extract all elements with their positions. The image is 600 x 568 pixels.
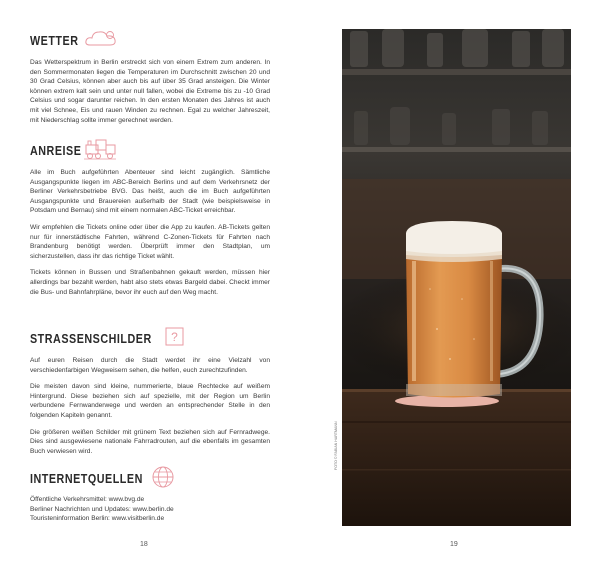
section-body xyxy=(30,495,270,524)
section-heading xyxy=(30,326,270,352)
section-heading xyxy=(30,466,270,492)
page-number-right: 19 xyxy=(450,541,458,548)
paragraph: Das Wetterspektrum in Berlin erstreckt sich von einem Extrem zum anderen. In den Sommermonaten liegen die Temperaturen im Durchschnitt zwischen 20 und 30 Grad Celsius, können aber auch bis auf über 35 Grad ansteigen. Die Winter können extrem kalt sein und unter null fallen, wobei die Extreme bis zu -10 Grad Celsius und sogar darunter reichen. In den ersten Monaten des Jahres ist auch mit viel Schnee, Eis und rauen Winden zu rechnen. Egal zu welcher Jahreszeit, mit Niederschlag sollte immer gerechnet werden. xyxy=(30,59,270,124)
link-visitberlin[interactable]: Touristeninformation Berlin: www.visitberlin.de xyxy=(30,515,165,523)
section-strassenschilder xyxy=(30,326,270,463)
section-heading xyxy=(30,138,270,164)
paragraph: Auf euren Reisen durch die Stadt werdet ihr eine Vielzahl von verschiedenfarbigen Wegweisern sehen, die helfen, euch zurechtzufinden. xyxy=(30,357,270,374)
question-sign-icon xyxy=(164,326,186,353)
train-icon xyxy=(82,136,118,167)
heading-internetquellen: INTERNETQUELLEN xyxy=(30,472,143,486)
paragraph: Tickets können in Bussen und Straßenbahnen gekauft werden, müssen hier allerdings bar bezahlt werden, habt also stets etwas Bargeld dabei. Checkt immer die Bus- und Bahnfahrpläne, bevor ihr euch auf den Weg macht. xyxy=(30,269,270,296)
section-internetquellen xyxy=(30,466,270,524)
paragraph: Die größeren weißen Schilder mit grünem Text beziehen sich auf Fernradwege. Dies sind ausgewiesene nationale Fahrradrouten, auf die ebenfalls im gesamten Buch verwiesen wird. xyxy=(30,428,270,455)
beer-photo xyxy=(342,29,571,526)
globe-icon xyxy=(151,465,175,494)
paragraph: Wir empfehlen die Tickets online oder über die App zu kaufen. AB-Tickets gelten nur für innerstädtische Fahrten, während C-Zonen-Tickets für Fahrten nach Brandenburg benötigt werden. Überprüft immer den Stadtplan, um sicherzustellen, dass ihr das richtige Ticket wählt. xyxy=(30,223,270,260)
section-body xyxy=(30,58,270,125)
heading-anreise: ANREISE xyxy=(30,144,82,158)
photo-credit: FOTO © FABIAN HARTMANN xyxy=(334,421,338,470)
page-number-left: 18 xyxy=(140,541,148,548)
section-body xyxy=(30,168,270,297)
link-berlin[interactable]: Berliner Nachrichten und Updates: www.berlin.de xyxy=(30,505,174,513)
beer-mug-image xyxy=(342,29,571,526)
section-body xyxy=(30,356,270,456)
heading-strassenschilder: STRASSENSCHILDER xyxy=(30,332,152,346)
heading-wetter: WETTER xyxy=(30,34,79,48)
svg-text:?: ? xyxy=(170,329,178,344)
link-bvg[interactable]: Öffentliche Verkehrsmittel: www.bvg.de xyxy=(30,496,145,503)
cloud-icon xyxy=(84,29,118,54)
section-wetter xyxy=(30,28,270,132)
section-heading xyxy=(30,28,270,54)
paragraph: Alle im Buch aufgeführten Abenteuer sind leicht zugänglich. Sämtliche Ausgangspunkte liegen im ABC-Bereich Berlins und auf dem Verkehrsnetz der Berliner Verkehrsbetriebe BVG. Das heißt, auch die im Buch aufgeführten Ausgangspunkte und Brauereien außerhalb der Stadt (wie beispielsweise in Potsdam und Bernau) sind mit einem normalen ABC-Ticket erreichbar. xyxy=(30,169,270,215)
paragraph: Die meisten davon sind kleine, nummerierte, blaue Rechtecke auf weißem Hintergrund. Diese beziehen sich auf spezielle, mit der Region um Berlin verbundene Fernwanderwege und werden an entsprechender Stelle in den folgenden Kapiteln genannt. xyxy=(30,383,270,419)
section-anreise xyxy=(30,138,270,304)
right-page xyxy=(300,0,600,568)
